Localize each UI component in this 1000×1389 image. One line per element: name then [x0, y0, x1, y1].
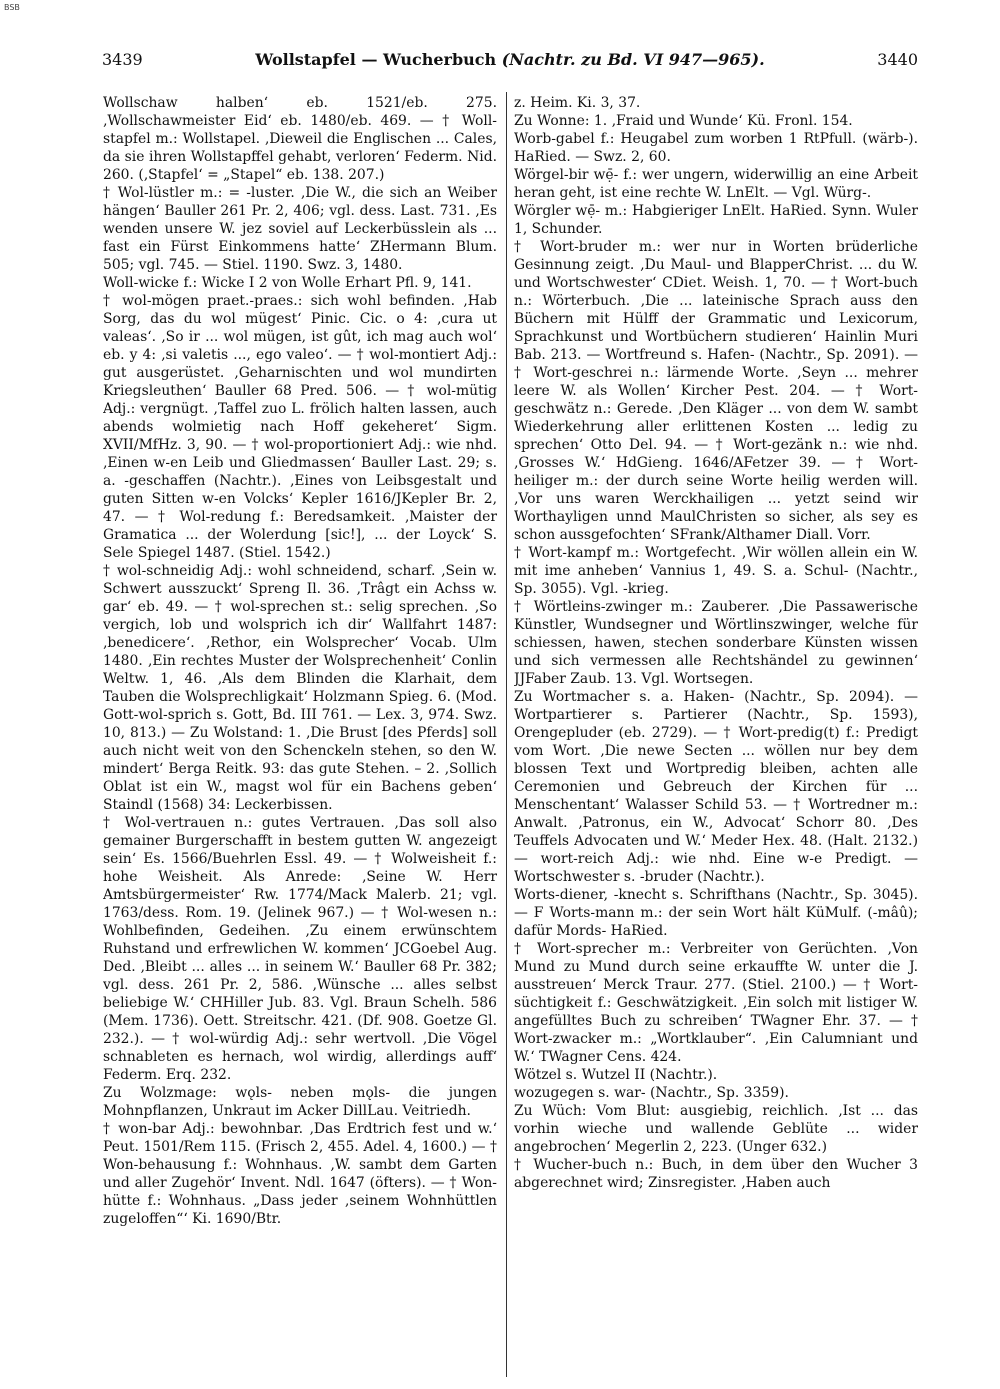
entry-woll-wicke: Woll-wicke f.: Wicke I 2 von Wolle Erhart Pfl. 9, 141.	[103, 275, 472, 291]
library-corner-mark: BSB	[4, 3, 20, 12]
entry-worts-diener: Worts-diener, -knecht s. Schrifthans (Nachtr., Sp. 3045). — F Worts-mann m.: der sein Wort hält KüMulf. (-mâû); dafür Mords- HaRied.	[514, 887, 918, 939]
entry-wolzmage: Zu Wolzmage: wǫls- neben mǫls- die jungen Mohnpflanzen, Unkraut im Acker DillLau. Veitriedh.	[103, 1085, 497, 1119]
entry-continuation: z. Heim. Ki. 3, 37.	[514, 95, 641, 111]
entry-woergel-bir: Wörgel-bir wẹ̄- f.: wer ungern, widerwillig an eine Arbeit heran geht, ist eine rechte W. LnElt. — Vgl. Würg-.	[514, 167, 918, 201]
page-header	[102, 50, 918, 74]
left-column	[103, 94, 497, 1374]
entry-wol-schneidig: † wol-schneidig Adj.: wohl schneidend, scharf. ‚Sein w. Schwert ausszuckt‘ Spreng Il. 36. ‚Trâgt ein Achss w. gar‘ eb. 49. — † wol-sprechen st.: selig sprechen. ‚So vergich, lob und wolsprich ich dir‘ Wallfahrt 1487: ‚benedicere‘. ‚Rethor, ein Wolsprecher‘ Vocab. Ulm 1480. ‚Ein rechtes Muster der Wolsprechenheit‘ Conlin Weltw. 1, 46. ‚Als dem Blinden die Klarhait, dem Tauben die Wolsprechligkait‘ Holzmann Spieg. 6. (Mod. Gott-wol-sprich s. Gott, Bd. III 761. — Lex. 3, 974. Swz. 10, 813.) — Zu Wolstand: 1. ‚Die Brust [des Pferds] soll auch nicht weit von den Schenckeln stehen, so den W. mindert‘ Berga Reitk. 93: das gute Stehen. – 2. ‚Sollich Oblat ist ein W., magst wol für ein Bachens geben‘ Staindl (1568) 34: Leckerbissen.	[103, 563, 497, 813]
running-title-main: Wollstapfel — Wucherbuch	[255, 50, 497, 69]
entry-wonne: Zu Wonne: 1. ‚Fraid und Wunde‘ Kü. Fronl. 154.	[514, 113, 853, 129]
right-column	[514, 94, 918, 1374]
entry-woetzel: Wötzel s. Wutzel II (Nachtr.).	[514, 1067, 718, 1083]
entry-wol-vertrauen: † Wol-vertrauen n.: gutes Vertrauen. ‚Das soll also gemainer Burgerschafft in bestem gutten W. angezeigt sein‘ Es. 1566/Buehrlen Essl. 49. — † Wolweisheit f.: hohe Weisheit. Als Anrede: ‚Seine W. Herr Amtsbürgermeister‘ Rw. 1774/Mack Malerb. 21; vgl. 1763/dess. Rom. 19. (Jelinek 967.) — † Wol-wesen n.: Wohlbefinden, Gedeihen. ‚Zu einem erwünschtem Ruhstand und erfrewlichen W. kommen‘ JCGoebel Aug. Ded. ‚Bleibt ... alles ... in seinem W.‘ Bauller 68 Pr. 382; vgl. dess. 261 Pr. 2, 586. ‚Wünsche ... alles selbst beliebige W.‘ CHHiller Jub. 83. Vgl. Braun Schelh. 586 (Mem. 1736). Oett. Streitschr. 421. (Df. 908. Goetze Gl. 232.). — † wol-würdig Adj.: sehr wertvoll. ‚Die Vögel schnableten es hernach, wol wirdig, allerdings auff‘ Federm. Erq. 232.	[103, 815, 497, 1083]
running-title-supplement: (Nachtr. zu Bd. VI 947—965).	[501, 50, 765, 69]
entry-wollstapfel: Wollschaw halben‘ eb. 1521/eb. 275. ‚Wollschawmeister Eid‘ eb. 1480/eb. 469. — † Woll-stapfel m.: Wollstapel. ‚Dieweil die Englischen ... Cales, da sie ihren Wollstapffel gehabt, verloren‘ Federm. Nid. 260. (‚Stapfel‘ = „Stapel“ eb. 138. 207.)	[103, 95, 497, 183]
entry-woertleins-zwinger: † Wörtleins-zwinger m.: Zauberer. ‚Die Passawerische Künstler, Wundsegner und Wörtlinszwinger, welche für schiessen, hawen, stechen sonderbare Künsten wissen und sich vermessen alle Rechtshändel zu gewinnen‘ JJFaber Zaub. 13. Vgl. Wortsegen.	[514, 599, 918, 687]
entry-wucher-buch: † Wucher-buch n.: Buch, in dem über den Wucher 3 abgerechnet wird; Zinsregister. ‚Haben auch	[514, 1157, 918, 1191]
entry-won-bar: † won-bar Adj.: bewohnbar. ‚Das Erdtrich fest und w.‘ Peut. 1501/Rem 115. (Frisch 2, 455. Adel. 4, 1600.) — † Won-behausung f.: Wohnhaus. ‚W. sambt dem Garten und aller Zugehör‘ Invent. Ndl. 1647 (öfters). — † Won-hütte f.: Wohnhaus. „Dass jeder ‚seinem Wohnhüttlen zugeloffen“‘ Ki. 1690/Btr.	[103, 1121, 497, 1227]
entry-wort-bruder: † Wort-bruder m.: wer nur in Worten brüderliche Gesinnung zeigt. ‚Du Maul- und BlapperChrist. ... du W. und Wortschwester‘ CDiet. Weish. 1, 70. — † Wort-buch n.: Wörterbuch. ‚Die ... lateinische Sprach auss den Büchern mit Hülff der Grammatic und Lexicorum, Sprachkunst und Wortbüchern studieren‘ Hainlin Muri Bab. 213. — Wortfreund s. Hafen- (Nachtr., Sp. 2091). — † Wort-geschrei n.: lärmende Worte. ‚Seyn ... mehrer leere W. als Wollen‘ Kircher Pest. 204. — † Wort-geschwätz n.: Gerede. ‚Den Kläger ... von dem W. sambt Wiederkehrung aller erlittenen Kosten ... ledig zu sprechen‘ Otto Del. 94. — † Wort-gezänk n.: wie nhd. ‚Grosses W.‘ HdGieng. 1646/AFetzer 39. — † Wort-heiliger m.: der durch seine Worte heilig werden will. ‚Vor uns waren Werckhailigen ... yetzt seind wir Worthayligen unnd MaulChristen so sicher, als sey es schon aussgefochten‘ SFrank/Althamer Diall. Vorr.	[514, 239, 918, 543]
column-divider	[506, 92, 507, 1377]
entry-wol-luestler: † Wol-lüstler m.: = -luster. ‚Die W., die sich an Weiber hängen‘ Bauller 261 Pr. 2, 406; vgl. dess. Last. 731. ‚Es wenden unsere W. jez soviel auf Leckerbüsslein als ... fast ein Fürst Einkommens hatte‘ ZHermann Blum. 505; vgl. 745. — Stiel. 1190. Swz. 3, 1480.	[103, 185, 497, 273]
page-number-right: 3440	[877, 50, 918, 69]
entry-wuech: Zu Wüch: Vom Blut: ausgiebig, reichlich. ‚Ist ... das vorhin wieche und wallende Geblüte ... wider angebrochen‘ Megerlin 2, 223. (Unger 632.)	[514, 1103, 918, 1155]
page-number-left: 3439	[102, 50, 143, 69]
running-title	[102, 50, 918, 69]
entry-wort-sprecher: † Wort-sprecher m.: Verbreiter von Gerüchten. ‚Von Mund zu Mund durch seine erkauffte W. unter die J. ausstreuen‘ Merck Traur. 277. (Stiel. 2100.) — † Wort-süchtigkeit f.: Geschwätzigkeit. ‚Ein solch mit listiger W. angefülltes Buch zu schreiben‘ TWagner Ehr. 37. — † Wort-zwacker m.: „Wortklauber“. ‚Ein Calumniant und W.‘ TWagner Cens. 424.	[514, 941, 918, 1065]
entry-wortmacher: Zu Wortmacher s. a. Haken- (Nachtr., Sp. 2094). — Wortpartierer s. Partierer (Nachtr., Sp. 1593), Orengepluder (eb. 2729). — † Wort-predig(t) f.: Predigt vom Wort. ‚Die newe Secten ... wöllen nur bey dem blossen Text und Wortpredig bleiben, achten alle Ceremonien und Gebreuch der Kirchen für ... Menschentant‘ Walasser Schild 53. — † Wortredner m.: Anwalt. ‚Patronus, ein W., Advocat‘ Schorr 80. ‚Des Teuffels Advocaten und W.‘ Meder Hex. 48. (Halt. 2132.) — wort-reich Adj.: wie nhd. Eine w-e Predigt. — Wortschwester s. -bruder (Nachtr.).	[514, 689, 918, 885]
entry-wozugegen: wozugegen s. war- (Nachtr., Sp. 3359).	[514, 1085, 789, 1101]
entry-worb-gabel: Worb-gabel f.: Heugabel zum worben 1 RtPfull. (wärb-). HaRied. — Swz. 2, 60.	[514, 131, 918, 165]
entry-wort-kampf: † Wort-kampf m.: Wortgefecht. ‚Wir wöllen allein ein W. mit ime anheben‘ Vannius 1, 49. S. a. Schul- (Nachtr., Sp. 3055). Vgl. -krieg.	[514, 545, 918, 597]
entry-woergler: Wörgler wẹ̄- m.: Habgieriger LnElt. HaRied. Synn. Wuler 1, Schunder.	[514, 203, 918, 237]
entry-wol-moegen: † wol-mögen praet.-praes.: sich wohl befinden. ‚Hab Sorg, das du wol mügest‘ Pinic. Cic. o 4: ‚cura ut valeas‘. ‚So ir ... wol mügen, ist gût, ich mag auch wol‘ eb. y 4: ‚si valetis ..., ego valeo‘. — † wol-montiert Adj.: gut ausgerüstet. ‚Geharnischten und wol mundirten Kriegsleuthen‘ Bauller 68 Pred. 506. — † wol-mütig Adj.: vergnügt. ‚Taffel zuo L. frölich halten lassen, auch abends wolmietig nach Hoff gekeheret‘ Sigm. XVII/MfHz. 3, 90. — † wol-proportioniert Adj.: wie nhd. ‚Einen w-en Leib und Gliedmassen‘ Bauller Last. 29; s. a. -geschaffen (Nachtr.). ‚Eines von Leibsgestalt und guten Sitten w-en Volcks‘ Kepler 1616/JKepler Br. 2, 47. — † Wol-redung f.: Beredsamkeit. ‚Maister der Gramatica ... der Wolerdung [sic!], ... der Loyck‘ S. Sele Spiegel 1487. (Stiel. 1542.)	[103, 293, 497, 561]
